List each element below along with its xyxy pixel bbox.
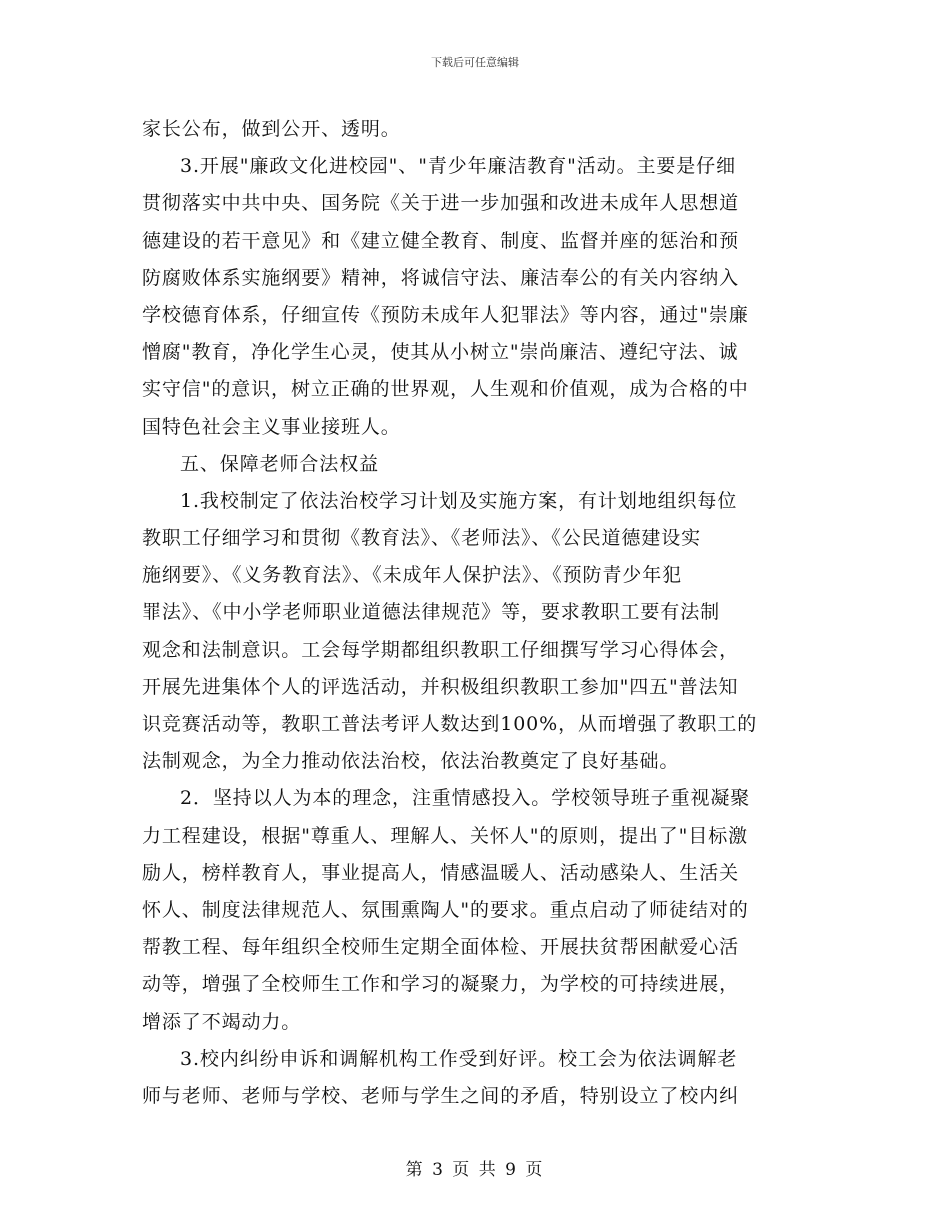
text-line: 师与老师、老师与学校、老师与学生之间的矛盾，特别设立了校内纠 <box>142 1084 740 1107</box>
text-line: 励人，榜样教育人，事业提高人，情感温暖人、活动感染人、生活关 <box>142 861 740 884</box>
text-line: 罪法》、《中小学老师职业道德法律规范》等，要求教职工要有法制 <box>142 601 721 624</box>
text-line: 德建设的若干意见》和《建立健全教育、制度、监督并座的惩治和预 <box>142 229 740 252</box>
text-line: 帮教工程、每年组织全校师生定期全面体检、开展扶贫帮困献爱心活 <box>142 936 740 959</box>
text-line: 力工程建设，根据"尊重人、理解人、关怀人"的原则，提出了"目标激 <box>142 824 749 847</box>
text-line: 2．坚持以人为本的理念，注重情感投入。学校领导班子重视凝聚 <box>180 787 751 810</box>
text-line: 教职工仔细学习和贯彻《教育法》、《老师法》、《公民道德建设实 <box>142 527 702 550</box>
text-line: 五、保障老师合法权益 <box>180 452 380 475</box>
body-text <box>142 111 810 1115</box>
text-line: 憎腐"教育，净化学生心灵，使其从小树立"崇尚廉洁、遵纪守法、诚 <box>142 341 739 364</box>
text-line: 3.开展"廉政文化进校园"、"青少年廉洁教育"活动。主要是仔细 <box>180 155 736 178</box>
text-line: 识竞赛活动等，教职工普法考评人数达到100%，从而增强了教职工的 <box>142 713 758 735</box>
page-footer: 第 3 页 共 9 页 <box>405 1160 545 1180</box>
text-line: 家长公布，做到公开、透明。 <box>142 118 401 140</box>
text-line: 怀人、制度法律规范人、氛围熏陶人"的要求。重点启动了师徒结对的 <box>142 898 749 921</box>
text-line: 开展先进集体个人的评选活动，并积极组织教职工参加"四五"普法知 <box>142 675 739 698</box>
page-header: 下载后可任意编辑 <box>431 56 519 69</box>
text-line: 贯彻落实中共中央、国务院《关于进一步加强和改进未成年人思想道 <box>142 192 740 215</box>
text-line: 1.我校制定了依法治校学习计划及实施方案，有计划地组织每位 <box>180 489 738 512</box>
text-line: 学校德育体系，仔细宣传《预防未成年人犯罪法》等内容，通过"崇廉 <box>142 303 749 326</box>
text-line: 防腐败体系实施纲要》精神，将诚信守法、廉洁奉公的有关内容纳入 <box>142 266 740 289</box>
text-line: 实守信"的意识，树立正确的世界观，人生观和价值观，成为合格的中 <box>142 378 749 401</box>
text-line: 国特色社会主义事业接班人。 <box>142 415 401 438</box>
text-line: 施纲要》、《义务教育法》、《未成年人保护法》、《预防青少年犯 <box>142 564 683 587</box>
text-line: 增添了不竭动力。 <box>142 1010 302 1033</box>
text-line: 动等，增强了全校师生工作和学习的凝聚力，为学校的可持续进展， <box>142 973 740 996</box>
text-line: 法制观念，为全力推动依法治校，依法治教奠定了良好基础。 <box>142 750 680 773</box>
text-line: 3.校内纠纷申诉和调解机构工作受到好评。校工会为依法调解老 <box>180 1047 738 1070</box>
text-line: 观念和法制意识。工会每学期都组织教职工仔细撰写学习心得体会， <box>142 638 740 661</box>
